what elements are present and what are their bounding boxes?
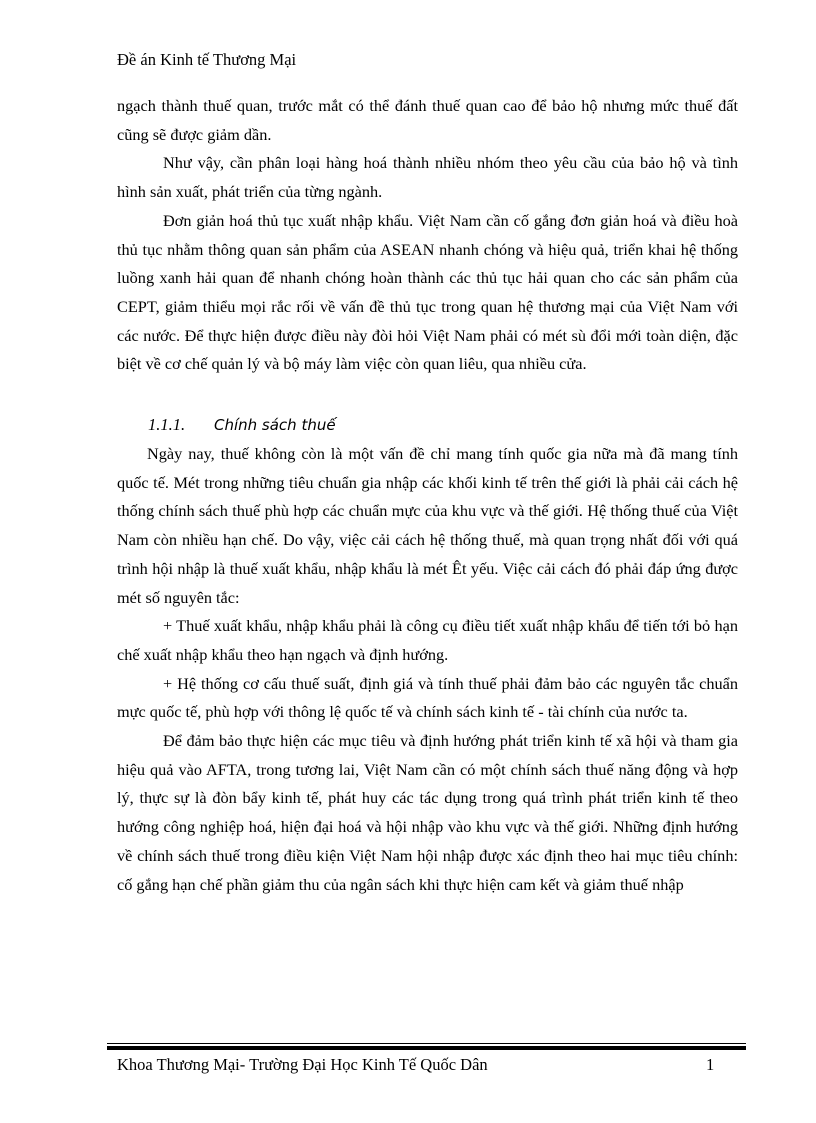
page-header-title: Đề án Kinh tế Thương Mại [117,50,297,69]
body-text-block-1 [117,92,738,379]
paragraph-continuation: ngạch thành thuế quan, trước mắt có thể đánh thuế quan cao để bảo hộ nhưng mức thuế đất cũng sẽ được giảm dần. [117,96,738,144]
paragraph-tax-intro: Ngày nay, thuế không còn là một vấn đề chỉ mang tính quốc gia nữa mà đã mang tính quốc tế. Mét trong những tiêu chuẩn gia nhập các khối kinh tế trên thế giới là phải cải cách hệ thống chính sách thuế phù hợp các chuẩn mực của khu vực và thế giới. Hệ thống thuế của Việt Nam còn nhiều hạn chế. Do vậy, việc cải cách hệ thống thuế, mà quan trọng nhất đối với quá trình hội nhập là thuế xuất khẩu, nhập khẩu là mét Êt yếu. Việc cải cách đó phải đáp ứng được mét số nguyên tắc: [117,444,738,607]
section-heading [148,414,336,436]
paragraph-bullet-import-export-tax: + Thuế xuất khẩu, nhập khẩu phải là công cụ điều tiết xuất nhập khẩu để tiến tới bỏ hạn chế xuất nhập khẩu theo hạn ngạch và định hướng. [117,616,738,664]
page-footer-faculty: Khoa Thương Mại- Trường Đại Học Kinh Tế Quốc Dân [117,1055,488,1074]
paragraph-classification: Như vậy, cần phân loại hàng hoá thành nhiều nhóm theo yêu cầu của bảo hộ và tình hình sản xuất, phát triển của từng ngành. [117,153,738,202]
paragraph-bullet-tax-structure: + Hệ thống cơ cấu thuế suất, định giá và tính thuế phải đảm bảo các nguyên tắc chuẩn mực quốc tế, phù hợp với thông lệ quốc tế và chính sách kinh tế - tài chính của nước ta. [117,673,738,722]
paragraph-simplify-procedures: Đơn giản hoá thủ tục xuất nhập khẩu. Việt Nam cần cố gắng đơn giản hoá và điều hoà thủ tục nhằm thông quan sản phẩm của ASEAN nhanh chóng và hiệu quả, triển khai hệ thống luồng xanh hải quan để nhanh chóng hoàn thành các thủ tục hải quan cho các sản phẩm của CEPT, giảm thiểu mọi rắc rối về vấn đề thủ tục trong quan hệ thương mại của Việt Nam với các nước. Để thực hiện được điều này đòi hỏi Việt Nam phải có mét sù đổi mới toàn diện, đặc biệt về cơ chế quản lý và bộ máy làm việc còn quan liêu, qua nhiều cửa. [117,210,738,374]
footer-divider-thin [107,1043,746,1044]
footer-divider-thick [107,1046,746,1050]
section-number: 1.1.1. [148,415,186,434]
paragraph-tax-orientation: Để đảm bảo thực hiện các mục tiêu và định hướng phát triển kinh tế xã hội và tham gia hiệu quả vào AFTA, trong tương lai, Việt Nam cần có một chính sách thuế năng động và hợp lý, thực sự là đòn bẩy kinh tế, phát huy các tác dụng trong quá trình phát triển kinh tế theo hướng công nghiệp hoá, hiện đại hoá và hội nhập vào khu vực và thế giới. Những định hướng về chính sách thuế trong điều kiện Việt Nam hội nhập được xác định theo hai mục tiêu chính: cố gắng hạn chế phần giảm thu của ngân sách khi thực hiện cam kết và giảm thuế nhập [117,731,738,894]
page-number: 1 [706,1055,715,1074]
body-text-block-2 [117,440,738,899]
section-title: Chính sách thuế [214,416,336,434]
